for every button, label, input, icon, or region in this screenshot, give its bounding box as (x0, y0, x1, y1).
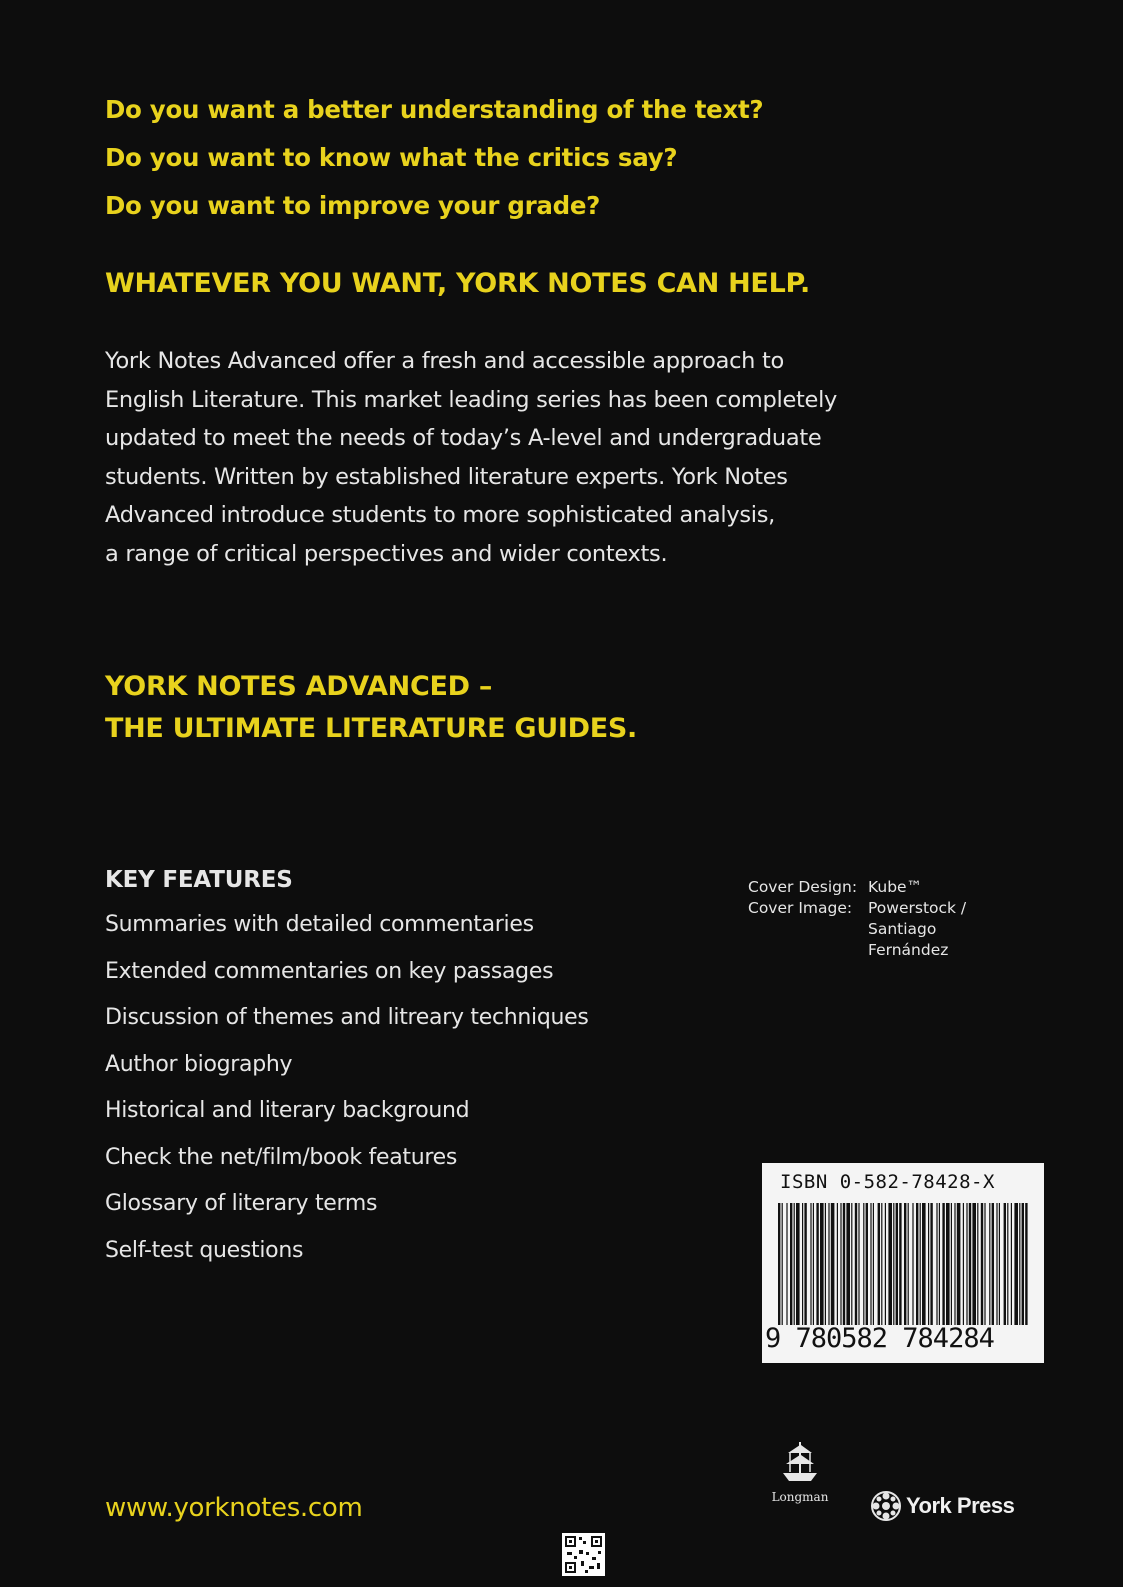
barcode-bar (790, 1203, 792, 1325)
barcode-bar (936, 1203, 937, 1325)
cover-image-line: Powerstock / (868, 899, 967, 917)
longman-text: Longman (771, 1490, 829, 1504)
barcode-bar (837, 1203, 838, 1325)
key-features (105, 858, 589, 1274)
feature-item: Check the net/film/book features (105, 1144, 458, 1170)
barcode-bar (1011, 1203, 1012, 1325)
barcode-bar (966, 1203, 967, 1325)
isbn-barcode (762, 1163, 1044, 1363)
website-url: www.yorknotes.com (105, 1493, 363, 1523)
rosette-icon (870, 1490, 902, 1522)
barcode-bar (930, 1203, 932, 1325)
barcode-bar (816, 1203, 818, 1325)
barcode-bars (778, 1203, 1028, 1325)
question-line: Do you want a better understanding of the text? (105, 95, 764, 124)
barcode-bar (989, 1203, 990, 1325)
feature-item: Author biography (105, 1051, 293, 1077)
barcode-bar (802, 1203, 803, 1325)
barcode-bar (794, 1203, 795, 1325)
barcode-bar (873, 1203, 874, 1325)
qr-code (562, 1533, 605, 1576)
barcode-bar (858, 1203, 859, 1325)
barcode-bar (1004, 1203, 1006, 1325)
question-line: Do you want to improve your grade? (105, 191, 601, 220)
barcode-bar (870, 1203, 871, 1325)
barcode-bar (825, 1203, 826, 1325)
key-features-title: KEY FEATURES (105, 867, 293, 893)
barcode-bar (1025, 1203, 1027, 1325)
intro-line: students. Written by established literature experts. York Notes (105, 463, 788, 490)
barcode-bar (843, 1203, 845, 1325)
barcode-bar (1007, 1203, 1008, 1325)
cover-credits (748, 877, 966, 961)
barcode-bar (984, 1203, 985, 1325)
barcode-bar (969, 1203, 971, 1325)
barcode-bar (946, 1203, 950, 1325)
series-slogan (105, 666, 637, 750)
barcode-bar (831, 1203, 835, 1325)
barcode-bar (957, 1203, 961, 1325)
barcode-bar (942, 1203, 944, 1325)
intro-paragraph (105, 342, 995, 573)
questions-block (105, 86, 763, 230)
york-press-logo (870, 1490, 1014, 1522)
barcode-bar (846, 1203, 850, 1325)
barcode-bar (1014, 1203, 1018, 1325)
barcode-bar (828, 1203, 829, 1325)
barcode-bar (972, 1203, 976, 1325)
barcode-bar (963, 1203, 964, 1325)
intro-line: English Literature. This market leading series has been completely (105, 386, 838, 413)
barcode-bar (893, 1203, 894, 1325)
barcode-bar (881, 1203, 882, 1325)
feature-item: Self-test questions (105, 1237, 304, 1263)
cover-design-value: Kube™ (868, 878, 923, 896)
barcode-bar (920, 1203, 921, 1325)
cover-image-label: Cover Image: (748, 899, 853, 917)
headline: WHATEVER YOU WANT, YORK NOTES CAN HELP. (105, 268, 810, 299)
barcode-bar (996, 1203, 997, 1325)
barcode-bar (928, 1203, 929, 1325)
barcode-bar (916, 1203, 918, 1325)
intro-line: a range of critical perspectives and wider contexts. (105, 540, 668, 567)
cover-design-label: Cover Design: (748, 878, 858, 896)
feature-item: Summaries with detailed commentaries (105, 912, 534, 937)
cover-image-value (868, 898, 966, 961)
barcode-bar (977, 1203, 978, 1325)
ean-number: 9 780582 784284 (765, 1323, 994, 1354)
barcode-bar (885, 1203, 886, 1325)
feature-item: Discussion of themes and litreary techniques (105, 1005, 589, 1030)
feature-item: Glossary of literary terms (105, 1191, 378, 1216)
barcode-bar (992, 1203, 994, 1325)
intro-line: Advanced introduce students to more sophisticated analysis, (105, 502, 776, 528)
barcode-bar (878, 1203, 880, 1325)
barcode-bar (786, 1203, 787, 1325)
barcode-bar (1022, 1203, 1024, 1325)
barcode-bar (888, 1203, 892, 1325)
barcode-bar (912, 1203, 913, 1325)
cover-image-line: Fernández (868, 941, 949, 959)
series-line: THE ULTIMATE LITERATURE GUIDES. (105, 713, 637, 744)
barcode-bar (1019, 1203, 1020, 1325)
barcode-bar (866, 1203, 868, 1325)
barcode-bar (851, 1203, 852, 1325)
feature-item: Extended commentaries on key passages (105, 958, 554, 984)
isbn-text: ISBN 0-582-78428-X (780, 1171, 995, 1193)
intro-line: updated to meet the needs of today’s A-level and undergraduate (105, 425, 822, 451)
cover-image-line: Santiago (868, 920, 937, 938)
barcode-bar (782, 1203, 783, 1325)
barcode-bar (951, 1203, 952, 1325)
barcode-bar (796, 1203, 800, 1325)
barcode-bar (981, 1203, 983, 1325)
ship-icon (780, 1440, 820, 1484)
barcode-bar (954, 1203, 955, 1325)
barcode-bar (939, 1203, 940, 1325)
barcode-bar (922, 1203, 926, 1325)
question-line: Do you want to know what the critics say? (105, 143, 678, 172)
series-line: YORK NOTES ADVANCED – (105, 671, 493, 702)
barcode-bar (778, 1203, 780, 1325)
barcode-bar (820, 1203, 824, 1325)
barcode-bar (999, 1203, 1000, 1325)
barcode-bar (904, 1203, 906, 1325)
barcode-bar (855, 1203, 857, 1325)
barcode-bar (899, 1203, 901, 1325)
barcode-bar (813, 1203, 814, 1325)
feature-item: Historical and literary background (105, 1098, 470, 1123)
barcode-bar (896, 1203, 898, 1325)
intro-line: York Notes Advanced offer a fresh and accessible approach to (105, 348, 784, 374)
barcode-bar (804, 1203, 806, 1325)
barcode-bar (810, 1203, 811, 1325)
barcode-bar (863, 1203, 864, 1325)
york-press-text: York Press (906, 1493, 1015, 1518)
barcode-bar (840, 1203, 841, 1325)
barcode-bar (908, 1203, 909, 1325)
longman-logo (770, 1440, 830, 1504)
